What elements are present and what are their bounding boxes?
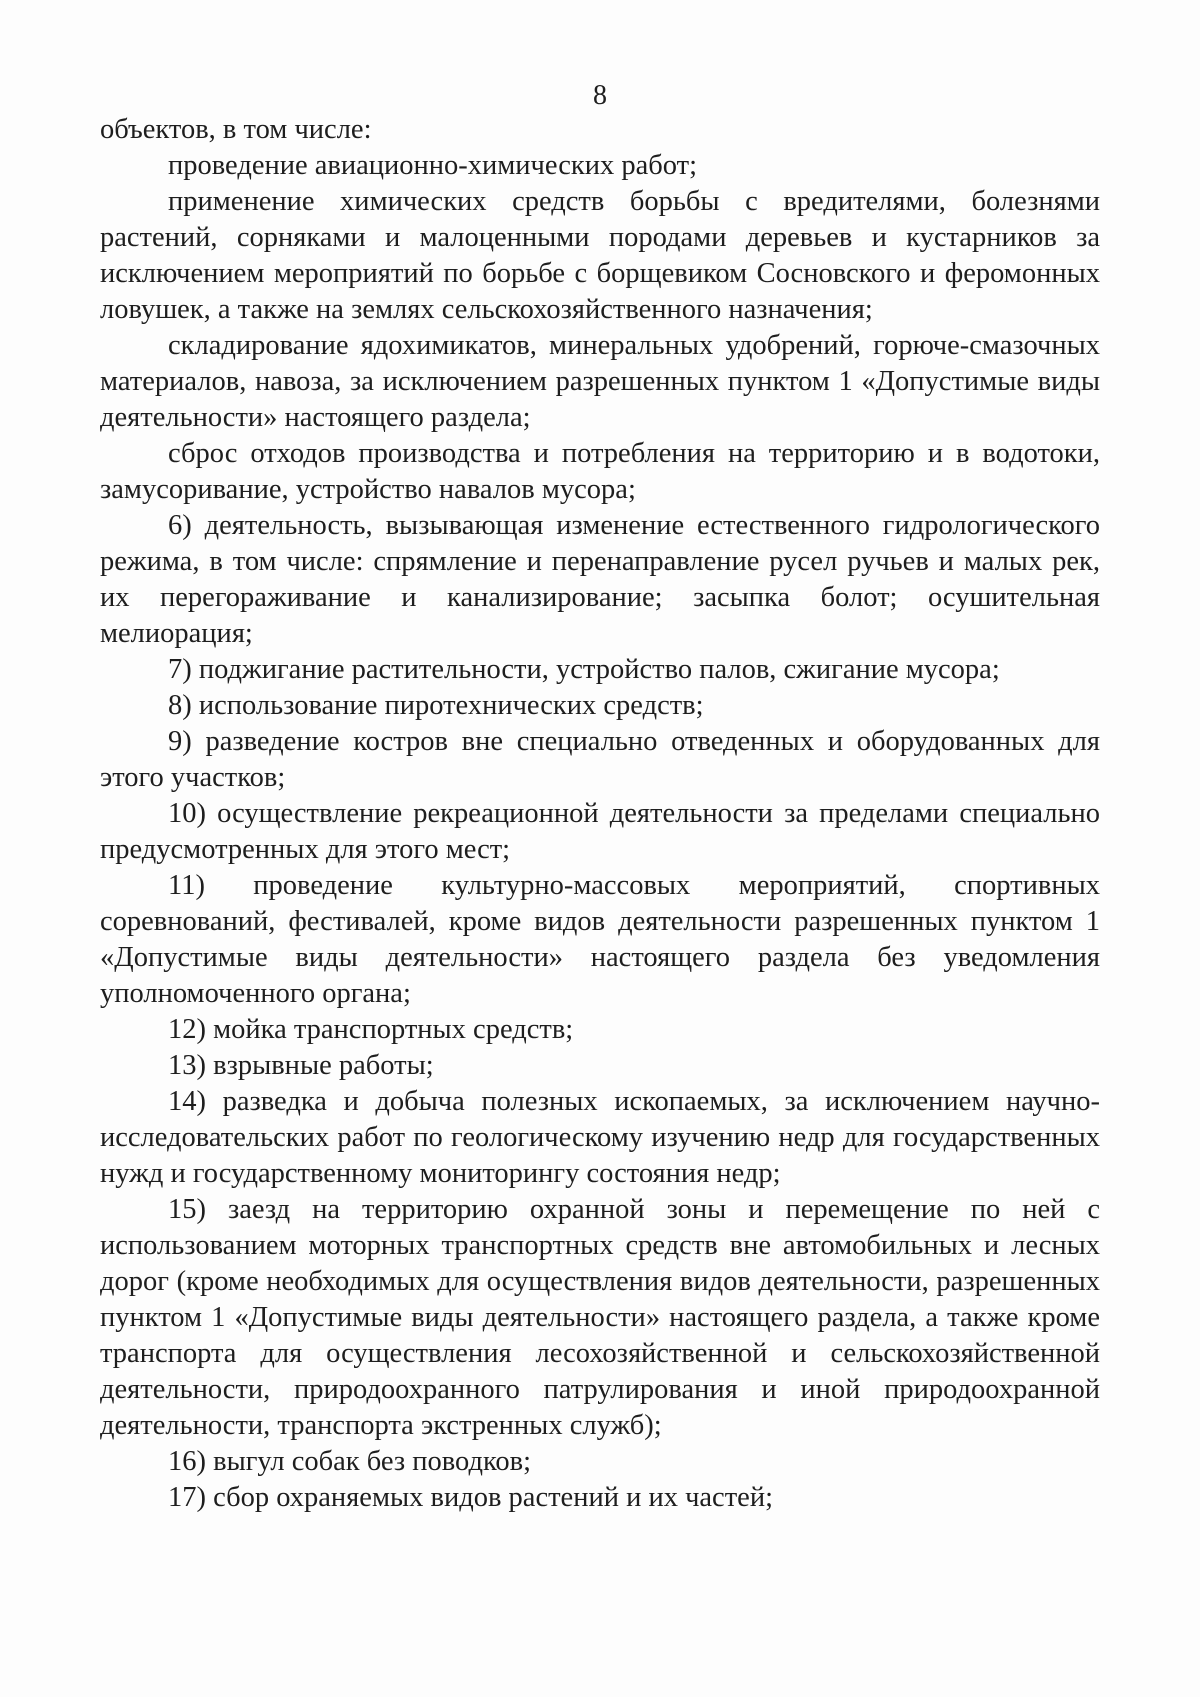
list-item-16: 16) выгул собак без поводков; [168, 1446, 531, 1477]
list-item-6: 6) деятельность, вызывающая изменение естественного гидрологического режима, в том числе: спрямление и перенаправление русел ручьев и малых рек, их перегораживание и канализирование; засыпка болот; осушительная мелиорация; [100, 510, 1100, 649]
list-item-13: 13) взрывные работы; [168, 1050, 434, 1081]
document-body [100, 112, 1100, 1516]
paragraph: проведение авиационно-химических работ; [168, 150, 698, 181]
list-item-17: 17) сбор охраняемых видов растений и их частей; [168, 1482, 773, 1513]
list-item-7: 7) поджигание растительности, устройство палов, сжигание мусора; [168, 654, 1000, 685]
paragraph: сброс отходов производства и потребления на территорию и в водотоки, замусоривание, устройство навалов мусора; [100, 438, 1100, 505]
list-item-15: 15) заезд на территорию охранной зоны и перемещение по ней с использованием моторных транспортных средств вне автомобильных и лесных дорог (кроме необходимых для осуществления видов деятельности, разрешенных пунктом 1 «Допустимые виды деятельности» настоящего раздела, а также кроме транспорта для осуществления лесохозяйственной и сельскохозяйственной деятельности, природоохранного патрулирования и иной природоохранной деятельности, транспорта экстренных служб); [100, 1194, 1100, 1441]
page-number: 8 [593, 80, 607, 111]
paragraph: применение химических средств борьбы с вредителями, болезнями растений, сорняками и малоценными породами деревьев и кустарников за исключением мероприятий по борьбе с борщевиком Сосновского и феромонных ловушек, а также на землях сельскохозяйственного назначения; [100, 186, 1100, 325]
paragraph: складирование ядохимикатов, минеральных удобрений, горюче-смазочных материалов, навоза, за исключением разрешенных пунктом 1 «Допустимые виды деятельности» настоящего раздела; [100, 330, 1100, 433]
list-item-10: 10) осуществление рекреационной деятельности за пределами специально предусмотренных для этого мест; [100, 798, 1100, 865]
list-item-9: 9) разведение костров вне специально отведенных и оборудованных для этого участков; [100, 726, 1100, 793]
list-item-14: 14) разведка и добыча полезных ископаемых, за исключением научно-исследовательских работ по геологическому изучению недр для государственных нужд и государственному мониторингу состояния недр; [100, 1086, 1100, 1189]
list-item-8: 8) использование пиротехнических средств; [168, 690, 704, 721]
paragraph: объектов, в том числе: [100, 114, 372, 145]
list-item-11: 11) проведение культурно-массовых мероприятий, спортивных соревнований, фестивалей, кроме видов деятельности разрешенных пунктом 1 «Допустимые виды деятельности» настоящего раздела без уведомления уполномоченного органа; [100, 870, 1100, 1009]
list-item-12: 12) мойка транспортных средств; [168, 1014, 574, 1045]
